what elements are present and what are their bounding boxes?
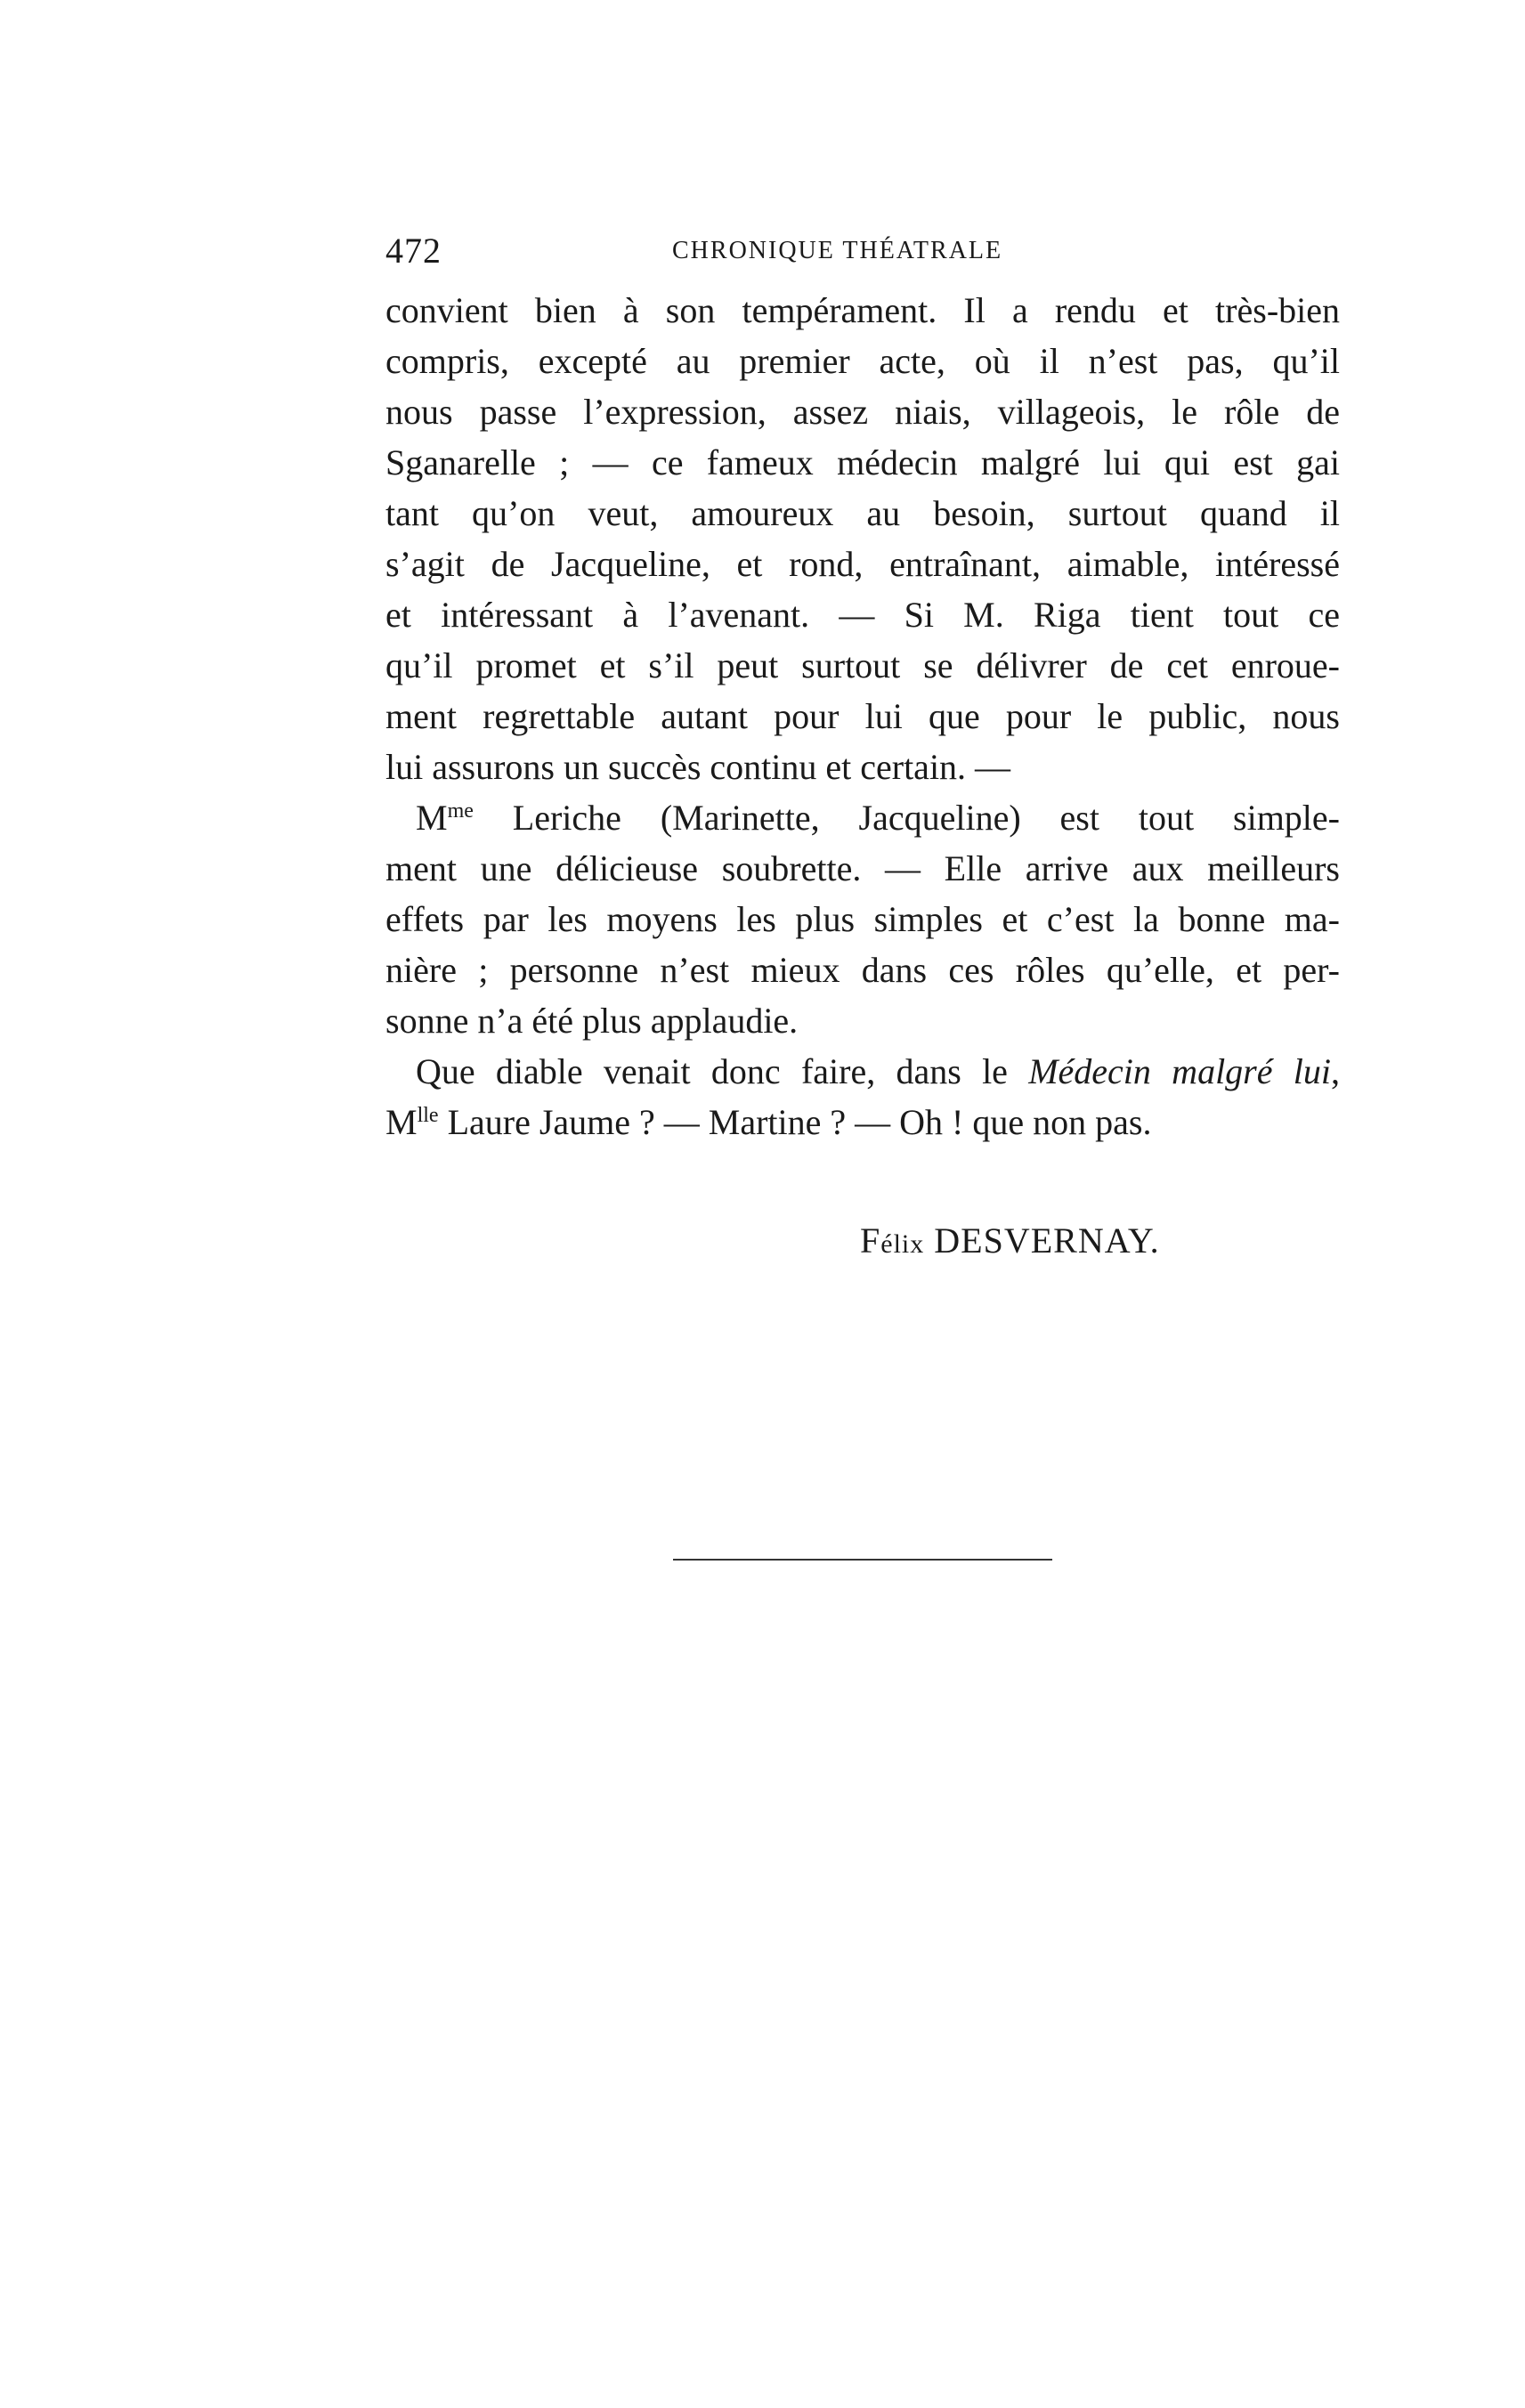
text-line: tant qu’on veut, amoureux au besoin, surtout quand il — [385, 493, 1340, 533]
text-line: convient bien à son tempérament. Il a rendu et très-bien — [385, 290, 1340, 330]
text-line: ment une délicieuse soubrette. — Elle arrive aux meilleurs — [385, 848, 1340, 888]
text-line: s’agit de Jacqueline, et rond, entraînant, aimable, intéressé — [385, 544, 1340, 584]
signature-first-initial: F — [860, 1220, 881, 1261]
title-abbreviation-superscript: me — [447, 799, 474, 823]
body-text — [385, 285, 1340, 1147]
text-line-rest: Laure Jaume ? — Martine ? — Oh ! que non pas. — [438, 1102, 1152, 1142]
end-rule — [673, 1559, 1052, 1561]
text-line: nous passe l’expression, assez niais, villageois, le rôle de — [385, 392, 1340, 432]
page-number: 472 — [385, 231, 442, 271]
text-line: sonne n’a été plus applaudie. — [385, 1001, 799, 1041]
title-abbreviation-superscript: lle — [417, 1104, 439, 1127]
text-line-start: Que diable venait donc faire, dans le — [416, 1051, 1029, 1091]
play-title: Médecin malgré lui — [1028, 1051, 1332, 1091]
text-line-end: , — [1331, 1051, 1340, 1091]
text-line: qu’il promet et s’il peut surtout se délivrer de cet enroue- — [385, 645, 1340, 685]
signature-surname: DESVERNAY. — [934, 1220, 1160, 1261]
text-line — [385, 792, 1340, 843]
running-title: CHRONIQUE THÉATRALE — [672, 237, 1003, 264]
author-signature — [860, 1220, 1160, 1261]
text-line: effets par les moyens les plus simples et c’est la bonne ma- — [385, 899, 1340, 939]
signature-first-name: élix — [880, 1229, 925, 1259]
text-line: compris, excepté au premier acte, où il n’est pas, qu’il — [385, 341, 1340, 381]
text-line: nière ; personne n’est mieux dans ces rôles qu’elle, et per- — [385, 950, 1340, 990]
running-head — [385, 230, 1340, 274]
text-line — [385, 1046, 1340, 1097]
text-line — [385, 1097, 1340, 1147]
text-line: Sganarelle ; — ce fameux médecin malgré lui qui est gai — [385, 442, 1340, 482]
title-abbreviation: M — [416, 798, 448, 838]
text-line: et intéressant à l’avenant. — Si M. Riga tient tout ce — [385, 595, 1340, 635]
text-line-rest: Leriche (Marinette, Jacqueline) est tout simple- — [473, 798, 1340, 838]
title-abbreviation: M — [385, 1102, 418, 1142]
text-line: ment regrettable autant pour lui que pour le public, nous — [385, 696, 1340, 736]
text-line: lui assurons un succès continu et certain. — — [385, 747, 1011, 787]
